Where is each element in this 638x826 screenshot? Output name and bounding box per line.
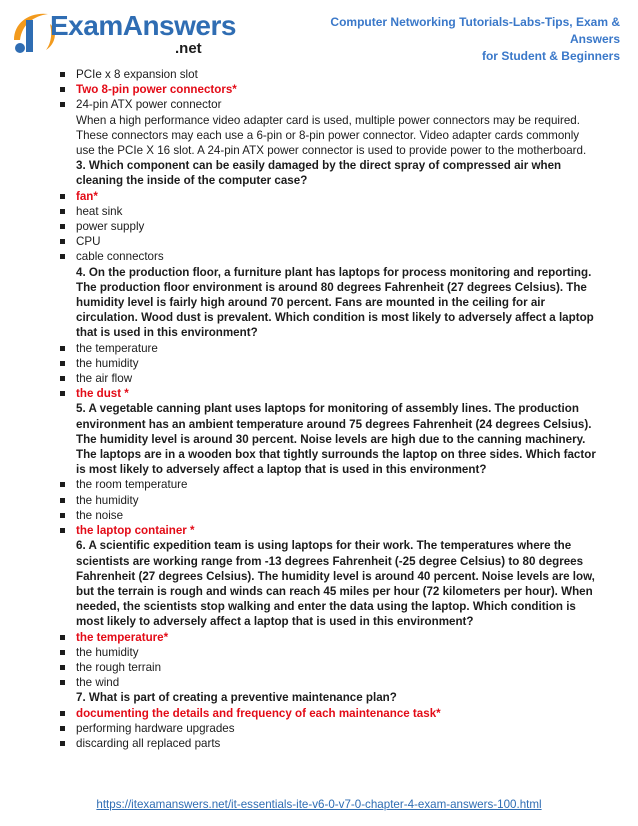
- question-text: 5. A vegetable canning plant uses laptops for monitoring of assembly lines. The production environment has an ambient temperature around 75 degrees Fahrenheit (24 degrees Celsius). The humidity level is around 30 percent. Noise levels are high due to the canning machinery. The laptops are in a wooden box that tightly surrounds the laptop on three sides. Which factor is most likely to adversely affect a laptop that is used in this environment?: [76, 402, 596, 477]
- answer-option: the room temperature: [58, 477, 598, 492]
- answer-option: the humidity: [58, 493, 598, 508]
- answer-option-correct: the laptop container *: [58, 523, 598, 538]
- answer-option: the wind: [58, 675, 598, 690]
- answer-option-correct: documenting the details and frequency of each maintenance task*: [58, 706, 598, 721]
- answer-option: 24-pin ATX power connector: [58, 97, 598, 112]
- tagline-line-1: Computer Networking Tutorials-Labs-Tips, Exam & Answers: [330, 15, 620, 46]
- footer-url-link[interactable]: https://itexamanswers.net/it-essentials-ite-v6-0-v7-0-chapter-4-exam-answers-100.html: [96, 798, 542, 811]
- answer-option: the temperature: [58, 341, 598, 356]
- answer-option: discarding all replaced parts: [58, 736, 598, 751]
- answer-option-correct: Two 8-pin power connectors*: [58, 82, 598, 97]
- answer-option-correct: fan*: [58, 189, 598, 204]
- page-header: [0, 0, 638, 64]
- document-body: [58, 67, 598, 751]
- answer-option: the rough terrain: [58, 660, 598, 675]
- question-text: 6. A scientific expedition team is using laptops for their work. The temperatures where the scientists are working range from -13 degrees Fahrenheit (-25 degree Celsius) to 80 degrees Fahrenheit (27 degrees Celsius). The humidity level is around 40 percent. Noise levels are low, but the terrain is rough and winds can reach 45 miles per hour (72 kilometers per hour). When needed, the scientists stop walking and enter the data using the laptop. Which condition is most likely to adversely affect a laptop that is used in this environment?: [76, 539, 595, 629]
- answer-option-correct: the dust *: [58, 386, 598, 401]
- answer-option: performing hardware upgrades: [58, 721, 598, 736]
- tagline-line-2: for Student & Beginners: [481, 49, 620, 63]
- answer-option-correct: the temperature*: [58, 630, 598, 645]
- site-logo[interactable]: [10, 6, 236, 60]
- answer-option: CPU: [58, 234, 598, 249]
- logo-net-text: .net: [175, 40, 202, 57]
- answer-option: power supply: [58, 219, 598, 234]
- answer-option: PCIe x 8 expansion slot: [58, 67, 598, 82]
- page-footer: [0, 798, 638, 811]
- site-tagline: [300, 14, 620, 65]
- question-text: 4. On the production floor, a furniture plant has laptops for process monitoring and reporting. The production floor environment is around 80 degrees Fahrenheit (27 degrees Celsius). The humidity level is fairly high around 70 percent. Fans are mounted in the ceiling for air circulation. Wood dust is prevalent. Which condition is most likely to adversely affect a laptop that is used in this environment?: [76, 265, 594, 340]
- answer-option: the humidity: [58, 356, 598, 371]
- answer-option: heat sink: [58, 204, 598, 219]
- answer-option: the air flow: [58, 371, 598, 386]
- question-text: 7. What is part of creating a preventive maintenance plan?: [76, 691, 397, 705]
- answer-option: the humidity: [58, 645, 598, 660]
- logo-brand-text: ExamAnswers: [50, 10, 236, 41]
- question-text: 3. Which component can be easily damaged by the direct spray of compressed air when cleaning the inside of the computer case?: [76, 159, 562, 188]
- answer-option: the noise: [58, 508, 598, 523]
- answer-option: cable connectors: [58, 249, 598, 264]
- explanation-paragraph: When a high performance video adapter card is used, multiple power connectors may be required. These connectors may each use a 6-pin or 8-pin power connector. Video adapter cards commonly use the PCIe X 16 slot. A 24-pin ATX power connector is used to provide power to the motherboard.: [76, 113, 587, 158]
